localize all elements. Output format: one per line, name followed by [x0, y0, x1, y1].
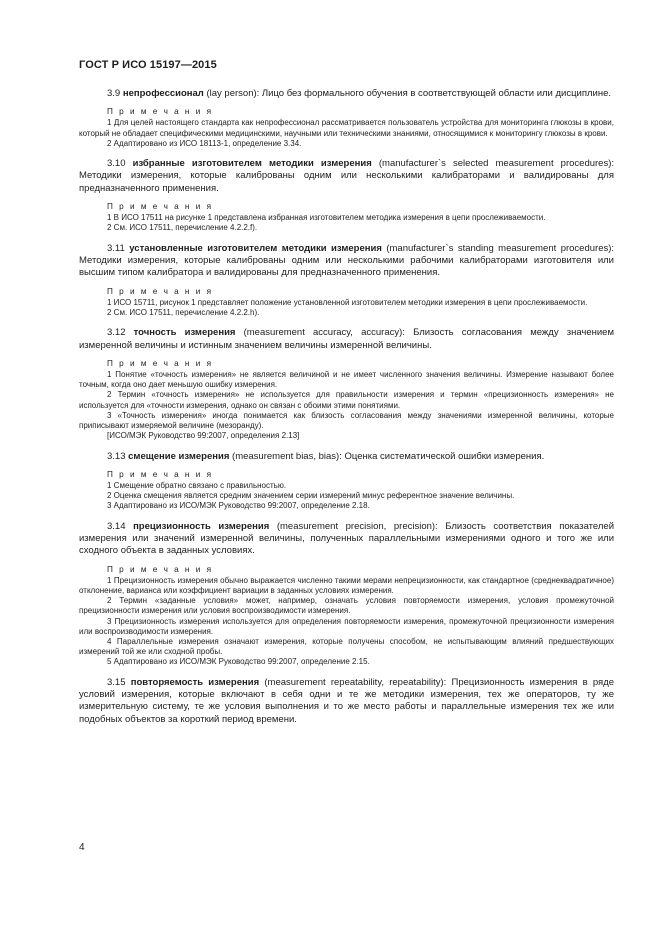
notes-heading: П р и м е ч а н и я	[107, 469, 214, 479]
term-title: смещение измерения	[128, 450, 230, 462]
term-entry	[79, 677, 614, 727]
term-number: 3.13	[107, 450, 126, 462]
note-item: 3 Прецизионность измерения используется для определения повторяемости измерения, промежуточной прецизионности измерения или воспроизводимости измерения.	[79, 616, 614, 636]
term-entry	[79, 88, 614, 149]
term-definition	[79, 327, 614, 352]
term-definition	[79, 677, 614, 727]
note-item: 1 В ИСО 17511 на рисунке 1 представлена избранная изготовителем методика измерения в цепи прослеживаемости.	[107, 213, 546, 223]
source-reference: [ИСО/МЭК Руководство 99:2007, определения 2.13]	[107, 431, 300, 441]
term-entry	[79, 521, 614, 668]
note-item: 2 Оценка смещения является средним значением серии измерений минус референтное значение величины.	[107, 491, 515, 501]
note-item: 1 ИСО 15711, рисунок 1 представляет положение установленной изготовителем методики измерения в цепи прослеживаемости.	[107, 297, 588, 307]
note-item: 2 См. ИСО 17511, перечисление 4.2.2.h).	[107, 308, 260, 318]
terms-list	[79, 88, 614, 735]
term-definition-text: (measurement repeatability, repeatability): Прецизионность измерения в ряде условий измерения, которые включают в себя одни и те же методики измерения, тех же операторов, ту же измерительную систему, те же условия выполнения и то же место работы и параллельные измерения тех же или подобных объектов за короткий период времени.	[79, 676, 615, 725]
notes-heading: П р и м е ч а н и я	[107, 359, 214, 369]
term-definition-text: (manufacturer`s standing measurement procedures): Методики измерения, которые калиброваны одним или несколькими рабочими калибраторами изготовителя или высшим типом калибратора и валидированы для предназначенного применения.	[79, 242, 615, 279]
notes-heading: П р и м е ч а н и я	[107, 202, 214, 212]
term-entry	[79, 327, 614, 441]
term-title: непрофессионал	[122, 88, 204, 99]
term-number: 3.11	[107, 242, 125, 254]
note-item: 1 Прецизионность измерения обычно выражается численно такими мерами непрецизионности, как стандартное (среднеквадратичное) отклонение, варианса или коэффициент вариации в заданных условиях измерения.	[79, 575, 614, 595]
note-item: 2 Термин «точность измерения» не используется для правильности измерения и термин «прецизионность измерения» не используется для «точности измерения, однако он связан с обоими этими понятиями.	[79, 390, 614, 410]
term-title: точность измерения	[133, 327, 236, 339]
term-number: 3.15	[107, 676, 126, 688]
notes-heading: П р и м е ч а н и я	[107, 107, 214, 117]
term-definition	[79, 451, 614, 463]
term-definition-text: (measurement bias, bias): Оценка систематической ошибки измерения.	[232, 450, 545, 462]
term-definition	[79, 243, 614, 280]
term-title: установленные изготовителем методики измерения	[129, 242, 382, 254]
document-header: ГОСТ Р ИСО 15197—2015	[79, 59, 217, 71]
note-item: 4 Параллельные измерения означают измерения, которые получены способом, не испытывающим влияний предшествующих измерений той же или сходной пробы.	[79, 636, 614, 657]
page-number: 4	[79, 842, 85, 853]
note-item: 2 См. ИСО 17511, перечисление 4.2.2.f).	[107, 223, 258, 233]
term-entry	[79, 243, 614, 319]
term-entry	[79, 158, 614, 234]
note-item: 3 Адаптировано из ИСО/МЭК Руководство 99:2007, определение 2.18.	[107, 501, 370, 511]
term-definition-text: (manufacturer`s selected measurement procedures): Методики измерения, которые калиброваны одним или несколькими калибраторами и валидированы для предназначенного применения.	[79, 158, 615, 194]
note-item: 1 Для целей настоящего стандарта как непрофессионал рассматривается пользователь устройства для мониторинга глюкозы в крови, который не обладает специфическими медицинскими, научными или техническими знаниями, относящимися к мониторингу глюкозы в крови.	[79, 118, 614, 138]
term-title: избранные изготовителем методики измерения	[132, 158, 372, 170]
notes-heading: П р и м е ч а н и я	[107, 286, 214, 296]
term-definition-text: (lay person): Лицо без формального обучения в соответствующей области или дисциплине.	[206, 88, 611, 99]
term-definition	[79, 88, 614, 100]
note-item: 2 Термин «заданные условия» может, например, означать условия повторяемости измерения, условия промежуточной прецизионности измерения или условия воспроизводимости измерения.	[79, 596, 614, 616]
term-number: 3.12	[107, 327, 126, 339]
term-definition-text: (measurement precision, precision): Близость соответствия показателей измерения или значений измеренной величины, полученных параллельными измерениями одного и того же или сходного объекта в заданных условиях.	[79, 520, 614, 557]
note-item: 1 Смещение обратно связано с правильностью.	[107, 480, 287, 490]
note-item: 2 Адаптировано из ИСО 18113-1, определение 3.34.	[107, 138, 302, 148]
term-title: повторяемость измерения	[130, 676, 260, 688]
term-number: 3.10	[107, 158, 126, 170]
term-definition	[79, 521, 614, 558]
term-number: 3.9	[107, 88, 121, 99]
term-entry	[79, 451, 614, 512]
term-number: 3.14	[107, 520, 126, 532]
term-title: прецизионность измерения	[133, 520, 270, 532]
note-item: 3 «Точность измерения» иногда понимается как близость согласования между значениями измеренной величины, которые приписывают измеряемой величине (мезоранду).	[79, 410, 614, 431]
notes-heading: П р и м е ч а н и я	[107, 564, 214, 574]
term-definition-text: (measurement accuracy, accuracy): Близость согласования между значением измеренной величины и истинным значением величины измеренной величины.	[79, 327, 614, 351]
term-definition	[79, 158, 614, 195]
note-item: 1 Понятие «точность измерения» не является величиной и не имеет численного значения величины. Измерение называют более точным, когда оно дает меньшую ошибку измерения.	[79, 370, 614, 390]
note-item: 5 Адаптировано из ИСО/МЭК Руководство 99:2007, определение 2.15.	[107, 657, 370, 667]
